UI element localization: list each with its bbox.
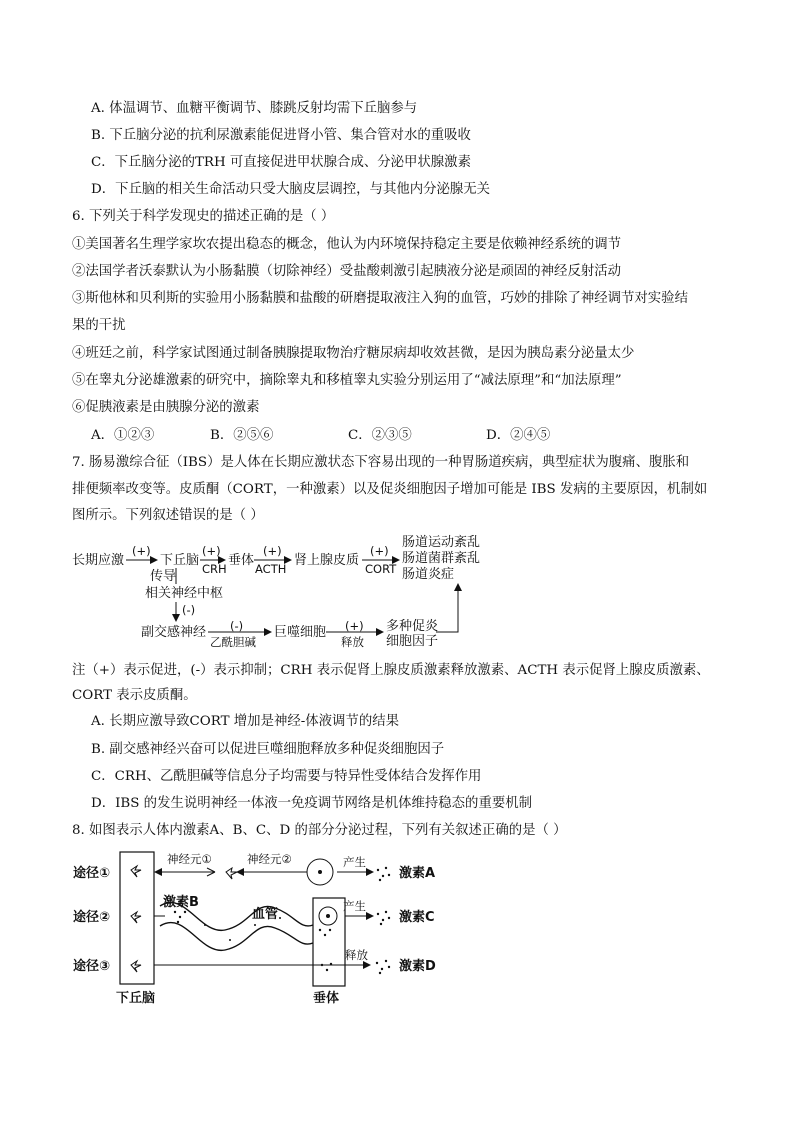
neuron1-body-icon [226, 868, 237, 879]
plus-sign-4: (+) [370, 544, 389, 558]
effect-flora-label: 肠道菌群紊乱 [402, 551, 481, 566]
acth-label: ACTH [255, 562, 287, 576]
q7-note-line-2: CORT 表示皮质酮。 [72, 688, 197, 703]
q7-stem-line-2: 排便频率改变等。皮质酮（CORT，一种激素）以及促炎细胞因子增加可能是 IBS 发病的主要原因，机制如 [72, 482, 708, 497]
q7-option-b: B. 副交感神经兴奋可以促进巨噬细胞释放多种促炎细胞因子 [91, 742, 445, 757]
q6-statement-4: ④班廷之前，科学家试图通过制备胰腺提取物治疗糖尿病却收效甚微，是因为胰岛素分泌量太少 [72, 346, 635, 361]
minus-sign-2: (-) [230, 619, 244, 633]
produce-label-a: 产生 [343, 855, 366, 869]
crh-label: CRH [202, 562, 227, 576]
neuron-2-label: 神经元② [247, 852, 292, 866]
ach-label: 乙酰胆碱 [210, 635, 256, 649]
q6-statement-2: ②法国学者沃泰默认为小肠黏膜（切除神经）受盐酸刺激引起胰液分泌是顽固的神经反射活动 [72, 264, 622, 279]
cytokine-label-2: 细胞因子 [386, 634, 439, 649]
cort-label: CORT [365, 562, 397, 576]
neuron-1-label: 神经元① [167, 852, 212, 866]
q6-statement-6: ⑥促胰液素是由胰腺分泌的激素 [72, 400, 260, 415]
hypothalamus-label: 下丘脑 [160, 553, 200, 568]
pathway-2-label: 途径② [73, 910, 111, 925]
q5-option-c: C．下丘脑分泌的TRH 可直接促进甲状腺合成、分泌甲状腺激素 [91, 155, 471, 170]
q6-choice-d: D．②④⑤ [486, 428, 551, 443]
cytokine-label-1: 多种促炎 [386, 619, 439, 634]
plus-sign-1: (+) [132, 544, 151, 558]
q6-stem: 6. 下列关于科学发现史的描述正确的是（ ） [72, 209, 335, 224]
q6-statement-3-cont: 果的干扰 [72, 318, 126, 333]
cell-nucleus [326, 914, 330, 918]
pathway-3-label: 途径③ [73, 959, 111, 974]
q6-statement-3: ③斯他林和贝利斯的实验用小肠黏膜和盐酸的研磨提取液注入狗的血管，巧妙的排除了神经调节对实验结 [72, 291, 688, 306]
effect-motility-label: 肠道运动紊乱 [402, 535, 481, 550]
plus-sign-5: (+) [345, 619, 364, 633]
vessel-label: 血管 [252, 907, 279, 922]
q6-statement-5: ⑤在睾丸分泌雄激素的研究中，摘除睾丸和移植睾丸实验分别运用了“减法原理”和“加法原理” [72, 373, 622, 388]
pituitary-label: 垂体 [313, 991, 340, 1006]
q6-choice-b: B．②⑤⑥ [210, 428, 274, 443]
macrophage-label: 巨噬细胞 [274, 625, 327, 640]
plus-sign-3: (+) [263, 544, 282, 558]
q7-option-a: A. 长期应激导致CORT 增加是神经-体液调节的结果 [91, 714, 399, 729]
effect-inflammation-label: 肠道炎症 [402, 567, 455, 582]
q7-mechanism-diagram [0, 528, 794, 650]
parasympathetic-label: 副交感神经 [141, 625, 207, 640]
q7-stem-line-3: 图所示。下列叙述错误的是（ ） [72, 508, 264, 523]
hypothalamus-label: 下丘脑 [116, 991, 156, 1006]
q8-stem: 8. 如图表示人体内激素A、B、C、D 的部分分泌过程，下列有关叙述正确的是（ ） [72, 823, 567, 838]
q7-stem-line-1: 7. 肠易激综合征（IBS）是人体在长期应激状态下容易出现的一种胃肠道疾病，典型症状为腹痛、腹胀和 [72, 455, 690, 470]
q6-choice-a: A．①②③ [91, 428, 155, 443]
q7-option-c: C．CRH、乙酰胆碱等信息分子均需要与特异性受体结合发挥作用 [91, 769, 482, 784]
release-label: 释放 [345, 948, 368, 962]
release-label: 释放 [341, 635, 364, 649]
plus-sign-2: (+) [202, 544, 221, 558]
hormone-a-label: 激素A [399, 866, 436, 881]
q5-option-b: B. 下丘脑分泌的抗利尿激素能促进肾小管、集合管对水的重吸收 [91, 128, 471, 143]
q7-note-line-1: 注（+）表示促进，(-）表示抑制；CRH 表示促肾上腺皮质激素释放激素、ACTH 表示促肾上腺皮质激素、 [72, 663, 710, 678]
arrow-cytokine-effects [436, 584, 458, 632]
hormone-c-label: 激素C [399, 910, 435, 925]
produce-label-c: 产生 [343, 899, 366, 913]
neural-center-label: 相关神经中枢 [145, 586, 224, 601]
conduct-label: 传导 [150, 569, 177, 584]
pituitary-label: 垂体 [228, 553, 255, 568]
q7-option-d: D．IBS 的发生说明神经一体液一免疫调节网络是机体维持稳态的重要机制 [91, 796, 533, 811]
adrenal-cortex-label: 肾上腺皮质 [294, 553, 360, 568]
pituitary-block [313, 898, 345, 986]
q6-choice-c: C．②③⑤ [348, 428, 412, 443]
pathway-1-label: 途径① [73, 866, 111, 881]
cell-nucleus [318, 870, 322, 874]
minus-sign-1: (-) [182, 603, 196, 617]
blood-vessel-inner [160, 923, 313, 951]
q8-hormone-diagram [0, 845, 794, 1010]
stress-label: 长期应激 [72, 553, 125, 568]
q5-option-d: D．下丘脑的相关生命活动只受大脑皮层调控，与其他内分泌腺无关 [91, 182, 491, 197]
hormone-d-label: 激素D [399, 959, 436, 974]
hormone-b-label: 激素B [163, 895, 199, 910]
q5-option-a: A. 体温调节、血糖平衡调节、膝跳反射均需下丘脑参与 [91, 101, 418, 116]
q6-statement-1: ①美国著名生理学家坎农提出稳态的概念，他认为内环境保持稳定主要是依赖神经系统的调节 [72, 237, 622, 252]
